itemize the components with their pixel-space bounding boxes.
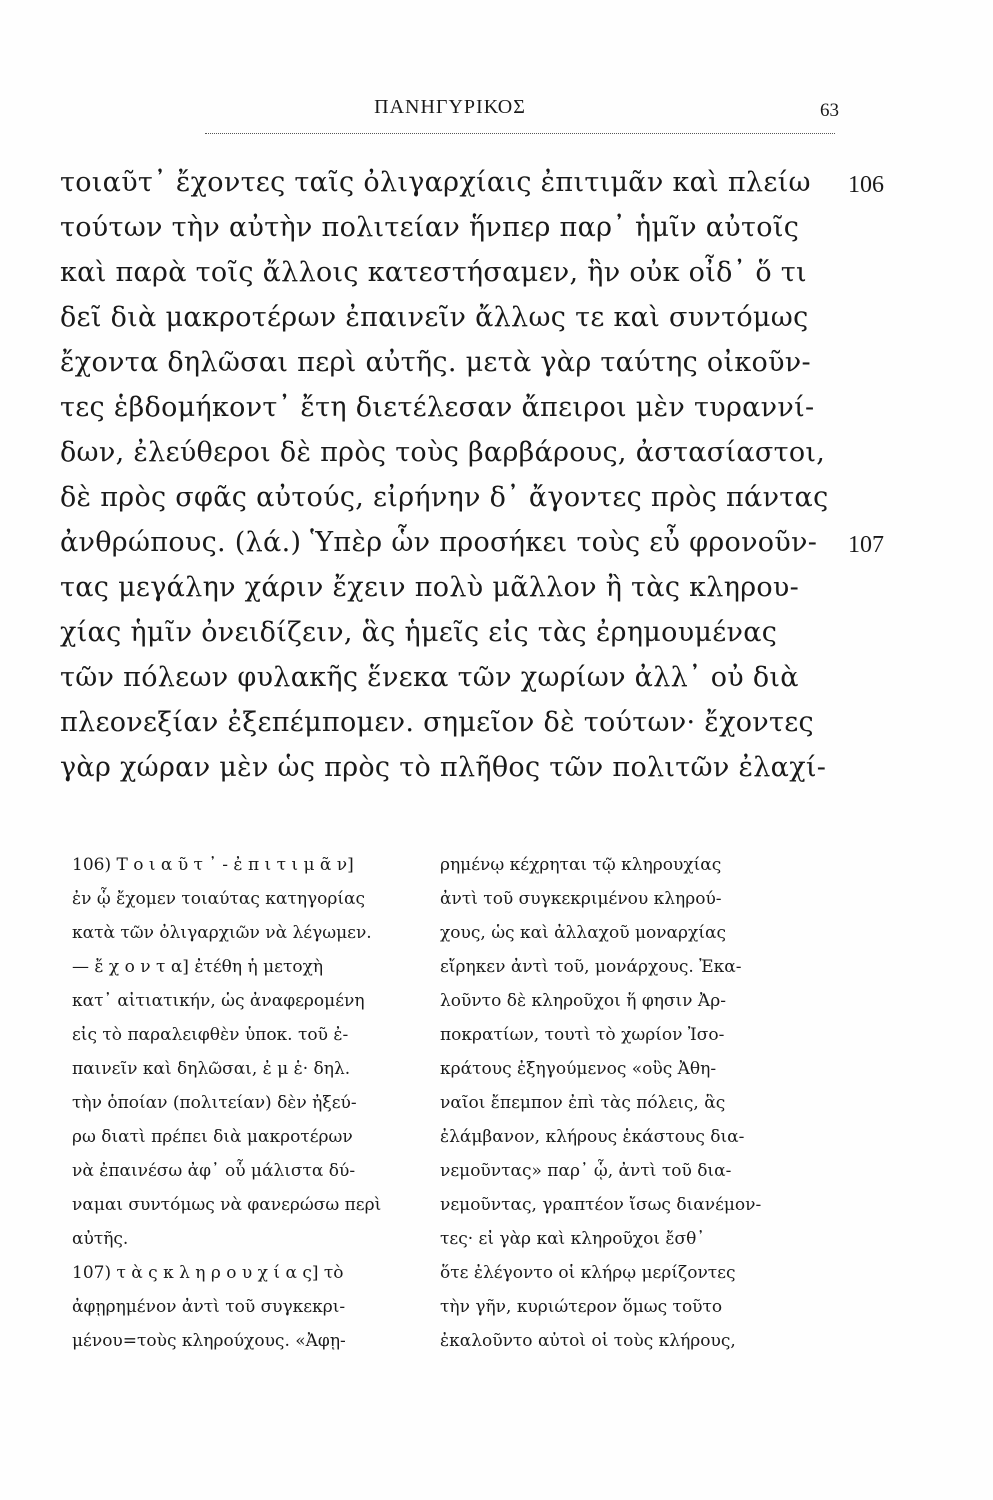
text-line: πλεονεξίαν ἐξεπέμπομεν. σημεῖον δὲ τούτων· ἔχοντες	[60, 707, 814, 738]
footnotes-left-column	[72, 848, 442, 1358]
footnote-line: ναῖοι ἔπεμπον ἐπὶ τὰς πόλεις, ἃς	[440, 1093, 726, 1113]
footnote-line: κατ᾽ αἰτιατικήν, ὡς ἀναφερομένη	[72, 991, 365, 1011]
footnote-line: εἰς τὸ παραλειφθὲν ὑποκ. τοῦ ἐ-	[72, 1025, 349, 1045]
footnote-line: ἐλάμβανον, κλήρους ἑκάστους δια-	[440, 1127, 745, 1147]
footnote-line: ἐκαλοῦντο αὐτοὶ οἱ τοὺς κλήρους,	[440, 1331, 736, 1351]
text-line: τας μεγάλην χάριν ἔχειν πολὺ μᾶλλον ἢ τὰς κληρου-	[60, 572, 800, 603]
text-line: ἀνθρώπους. (λά.) Ὑπὲρ ὧν προσήκει τοὺς εὖ φρονοῦν-	[60, 527, 818, 558]
text-line: τες ἑβδομήκοντ᾽ ἔτη διετέλεσαν ἄπειροι μὲν τυραννί-	[60, 392, 815, 423]
footnote-line: ὅτε ἐλέγοντο οἱ κλήρῳ μερίζοντες	[440, 1263, 736, 1283]
footnote-line: νεμοῦντας, γραπτέον ἴσως διανέμον-	[440, 1195, 762, 1215]
text-line: καὶ παρὰ τοῖς ἄλλοις κατεστήσαμεν, ἣν οὐκ οἶδ᾽ ὅ τι	[60, 257, 807, 288]
footnote-line: χους, ὡς καὶ ἀλλαχοῦ μοναρχίας	[440, 923, 727, 943]
footnote-line: λοῦντο δὲ κληροῦχοι ἥ φησιν Ἀρ-	[440, 991, 726, 1011]
footnote-line: 106) Τ ο ι α ῦ τ ᾽ - ἐ π ι τ ι μ ᾶ ν]	[72, 855, 354, 875]
footnote-line: — ἔ χ ο ν τ α] ἐτέθη ἡ μετοχὴ	[72, 957, 324, 977]
footnote-line: νὰ ἐπαινέσω ἀφ᾽ οὗ μάλιστα δύ-	[72, 1161, 356, 1181]
footnote-line: εἴρηκεν ἀντὶ τοῦ, μονάρχους. Ἐκα-	[440, 957, 742, 977]
footnote-line: κράτους ἐξηγούμενος «οὓς Ἀθη-	[440, 1059, 717, 1079]
footnote-line: κατὰ τῶν ὀλιγαρχιῶν νὰ λέγωμεν.	[72, 923, 372, 943]
footnote-line: αὐτῆς.	[72, 1229, 129, 1249]
footnote-line: τες· εἰ γὰρ καὶ κληροῦχοι ἔσθ᾽	[440, 1229, 705, 1249]
footnote-line: τὴν ὁποίαν (πολιτείαν) δὲν ἠξεύ-	[72, 1093, 357, 1113]
text-line: δων, ἐλεύθεροι δὲ πρὸς τοὺς βαρβάρους, ἀστασίαστοι,	[60, 437, 826, 468]
main-text	[60, 160, 840, 790]
footnote-line: ναμαι συντόμως νὰ φανερώσω περὶ	[72, 1195, 382, 1215]
text-line: δεῖ διὰ μακροτέρων ἐπαινεῖν ἄλλως τε καὶ συντόμως	[60, 302, 809, 333]
footnote-line: ἐν ᾧ ἔχομεν τοιαύτας κατηγορίας	[72, 889, 366, 909]
text-line: τοιαῦτ᾽ ἔχοντες ταῖς ὀλιγαρχίαις ἐπιτιμᾶν καὶ πλείω	[60, 167, 811, 198]
footnote-line: ρημένῳ κέχρηται τῷ κληρουχίας	[440, 855, 722, 875]
footnote-line: ἀφῃρημένον ἀντὶ τοῦ συγκεκρι-	[72, 1297, 346, 1317]
running-head	[0, 96, 993, 136]
section-number-107: 107	[848, 532, 884, 558]
text-line: γὰρ χώραν μὲν ὡς πρὸς τὸ πλῆθος τῶν πολιτῶν ἐλαχί-	[60, 752, 827, 783]
footnote-line: παινεῖν καὶ δηλῶσαι, ἐ μ ἑ· δηλ.	[72, 1059, 351, 1079]
text-line: χίας ἡμῖν ὀνειδίζειν, ἃς ἡμεῖς εἰς τὰς ἐρημουμένας	[60, 617, 778, 648]
footnotes-right-column	[440, 848, 830, 1358]
footnote-line: ποκρατίων, τουτὶ τὸ χωρίον Ἰσο-	[440, 1025, 725, 1045]
text-line: ἔχοντα δηλῶσαι περὶ αὐτῆς. μετὰ γὰρ ταύτης οἰκοῦν-	[60, 347, 811, 378]
text-line: τῶν πόλεων φυλακῆς ἕνεκα τῶν χωρίων ἀλλ᾽ οὐ διὰ	[60, 662, 799, 693]
header-rule	[205, 133, 835, 134]
footnote-line: ἀντὶ τοῦ συγκεκριμένου κληρού-	[440, 889, 722, 909]
section-number-106: 106	[848, 172, 884, 198]
footnote-line: τὴν γῆν, κυριώτερον ὅμως τοῦτο	[440, 1297, 723, 1317]
footnote-line: ρω διατὶ πρέπει διὰ μακροτέρων	[72, 1127, 353, 1147]
page-number: 63	[820, 100, 839, 121]
text-line: δὲ πρὸς σφᾶς αὐτούς, εἰρήνην δ᾽ ἄγοντες πρὸς πάντας	[60, 482, 829, 513]
footnote-line: μένου=τοὺς κληρούχους. «Ἀφῃ-	[72, 1331, 346, 1351]
running-title: ΠΑΝΗΓΥΡΙΚΟΣ	[374, 96, 526, 118]
footnote-line: νεμοῦντας» παρ᾽ ᾧ, ἀντὶ τοῦ δια-	[440, 1161, 732, 1181]
footnote-line: 107) τ ὰ ς κ λ η ρ ο υ χ ί α ς] τὸ	[72, 1263, 344, 1283]
text-line: τούτων τὴν αὐτὴν πολιτείαν ἥνπερ παρ᾽ ἡμῖν αὐτοῖς	[60, 212, 800, 243]
